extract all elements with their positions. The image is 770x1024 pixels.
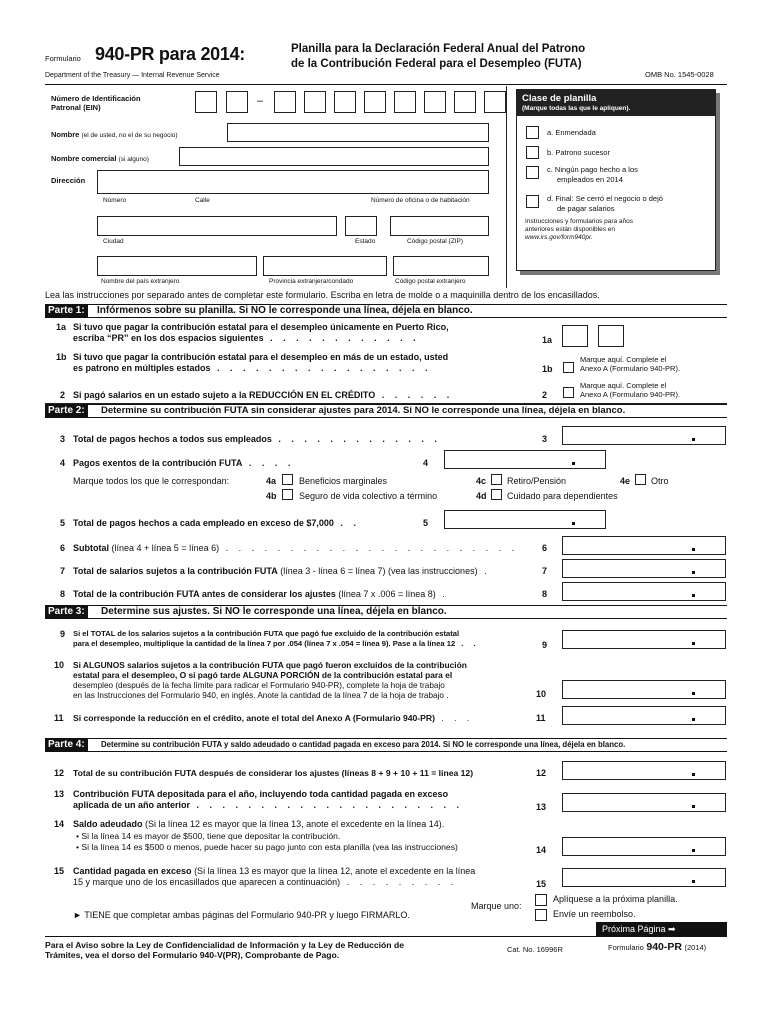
line-12-ref: 12 — [536, 768, 547, 778]
line-9-ref: 9 — [542, 640, 548, 650]
aviso-line-2: Trámites, vea el dorso del Formulario 940-V(PR), Comprobante de Pago. — [45, 950, 340, 960]
aviso-line-1: Para el Aviso sobre la Ley de Confidencialidad de Información y la Ley de Reducción de — [45, 940, 404, 950]
pais-caption: Nombre del país extranjero — [101, 278, 180, 285]
line-4d-text: Cuidado para dependientes — [507, 491, 618, 501]
line-12-text: Total de su contribución FUTA después de considerar los ajustes (líneas 8 + 9 + 10 + 11 = línea 12) — [73, 768, 474, 778]
line-10-number: 10 — [54, 660, 65, 670]
line-14-ref: 14 — [536, 845, 547, 855]
line-1a-text-2: escriba “PR” en los dos espacios siguientes . . . . . . . . . . . . — [73, 333, 420, 343]
form-header — [45, 40, 727, 84]
line-15-ref: 15 — [536, 879, 547, 889]
line-4-amount[interactable] — [444, 450, 606, 469]
line-2-ref: 2 — [542, 390, 548, 400]
line-12-amount[interactable] — [562, 761, 726, 780]
patrono-sucesor-label: b. Patrono sucesor — [547, 148, 610, 157]
line-4d-label: 4d — [476, 491, 487, 501]
instructions-text: Lea las instrucciones por separado antes de completar este formulario. Escriba en letra de molde o a maquinilla dentro de los encasillados. — [45, 290, 600, 300]
estado-caption: Estado — [355, 238, 376, 245]
part3-label: Parte 3: — [45, 606, 88, 618]
line-8-ref: 8 — [542, 589, 548, 599]
ningun-pago-label-1: c. Ningún pago hecho a los — [547, 165, 638, 174]
line-9-text-2: para el desempleo, multiplique la cantidad de la línea 7 por .054 (línea 7 x .054 = línea 9). Pase a la línea 12 . . — [73, 639, 480, 648]
clase-note-link[interactable]: www.irs.gov/form940pr. — [525, 234, 593, 241]
line-3-amount[interactable] — [562, 426, 726, 445]
line-14-number: 14 — [54, 819, 65, 829]
line-1b-checkbox[interactable] — [563, 362, 574, 373]
ein-dash: – — [257, 95, 264, 107]
line-4c-checkbox[interactable] — [491, 474, 502, 485]
line-1a-number: 1a — [56, 322, 67, 332]
ningun-pago-label-2: empleados en 2014 — [557, 175, 623, 184]
line-15-number: 15 — [54, 866, 65, 876]
line-7-amount[interactable] — [562, 559, 726, 578]
line-4d-checkbox[interactable] — [491, 489, 502, 500]
part2-title: Determine su contribución FUTA sin considerar ajustes para 2014. Si NO le corresponde una línea, déjela en blanco. — [101, 405, 626, 416]
line-9-text-1: Si el TOTAL de los salarios sujetos a la contribución FUTA que pagó fue excluido de la contribución estatal — [73, 629, 460, 638]
line-14-bullet-2: • Si la línea 14 es $500 o menos, puede hacer su pago junto con esta planilla (vea las instrucciones) — [76, 842, 458, 852]
line-4e-text: Otro — [651, 476, 669, 486]
clase-note-2: anteriores están disponibles en — [525, 226, 615, 233]
line-2-text: Si pagó salarios en un estado sujeto a la REDUCCIÓN EN EL CRÉDITO . . . . . . — [73, 390, 454, 400]
line-2-note-2: Anexo A (Formulario 940-PR). — [580, 390, 681, 399]
line-5-amount[interactable] — [444, 510, 606, 529]
line-5-text: Total de pagos hechos a cada empleado en exceso de $7,000 . . — [73, 518, 360, 528]
part1-label: Parte 1: — [45, 305, 88, 317]
nombre-label: Nombre (el de usted, no el de su negocio) — [51, 130, 178, 139]
part3-title: Determine sus ajustes. Si NO le corresponde una línea, déjela en blanco. — [101, 606, 447, 617]
line-4e-label: 4e — [620, 476, 631, 486]
part2-label: Parte 2: — [45, 405, 88, 417]
line-15-amount[interactable] — [562, 868, 726, 887]
postal-ext-caption: Código postal extranjero — [395, 278, 466, 285]
line-6-ref: 6 — [542, 543, 548, 553]
tiene-que-firmar: ► TIENE que completar ambas páginas del Formulario 940-PR y luego FIRMARLO. — [73, 910, 410, 920]
line-10-text-3: desempleo (después de la fecha límite para radicar el Formulario 940-PR), complete la hoja de trabajo — [73, 681, 445, 690]
line-10-text-4: en las Instrucciones del Formulario 940, en inglés. Anote la cantidad de la línea 7 de la hoja de trabajo . — [73, 691, 449, 700]
line-3-number: 3 — [60, 434, 66, 444]
proxima-pagina-badge[interactable] — [596, 922, 727, 936]
clase-de-planilla-panel — [516, 89, 716, 271]
line-13-text-2: aplicada de un año anterior . . . . . . . . . . . . . . . . . . . . . — [73, 800, 464, 810]
line-1a-state-box-1[interactable] — [562, 325, 588, 347]
part1-title: Infórmenos sobre su planilla. Si NO le corresponde una línea, déjela en blanco. — [97, 305, 473, 316]
line-10-text-1: Si ALGUNOS salarios sujetos a la contribución FUTA que pagó fueron excluidos de la contribución — [73, 660, 467, 670]
part4-header — [45, 738, 727, 752]
oficina-caption: Número de oficina o de habitación — [371, 197, 470, 204]
clase-title: Clase de planilla — [522, 93, 597, 104]
final-checkbox[interactable] — [526, 195, 539, 208]
line-4-mark-all: Marque todos los que le correspondan: — [73, 476, 230, 486]
line-1a-text-1: Si tuvo que pagar la contribución estatal para el desempleo únicamente en Puerto Rico, — [73, 322, 449, 332]
line-14-bullet-1: • Si la línea 14 es mayor de $500, tiene que depositar la contribución. — [76, 831, 341, 841]
line-1a-ref: 1a — [542, 335, 553, 345]
line-1a-state-box-2[interactable] — [598, 325, 624, 347]
line-4-number: 4 — [60, 458, 66, 468]
form-title-line2: de la Contribución Federal para el Desempleo (FUTA) — [291, 58, 582, 70]
enmendada-label: a. Enmendada — [547, 128, 596, 137]
line-10-text-2: estatal para el desempleo, O si pagó tarde ALGUNA PORCIÓN de la contribución estatal para el — [73, 670, 453, 680]
cat-number: Cat. No. 16996R — [507, 945, 563, 954]
part4-title: Determine su contribución FUTA y saldo adeudado o cantidad pagada en exceso para 2014. Si NO le corresponde una línea, déjela en blanco. — [101, 740, 626, 749]
enmendada-checkbox[interactable] — [526, 126, 539, 139]
ningun-pago-checkbox[interactable] — [526, 166, 539, 179]
line-14-amount[interactable] — [562, 837, 726, 856]
form-number: 940-PR para 2014: — [95, 44, 245, 64]
line-2-note-1: Marque aquí. Complete el — [580, 381, 667, 390]
final-label-1: d. Final: Se cerró el negocio o dejó — [547, 194, 663, 203]
line-4a-checkbox[interactable] — [282, 474, 293, 485]
line-6-number: 6 — [60, 543, 66, 553]
part4-label: Parte 4: — [45, 739, 88, 751]
patrono-sucesor-checkbox[interactable] — [526, 146, 539, 159]
line-15-text-1: Cantidad pagada en exceso (Si la línea 13 es mayor que la línea 12, anote el excedente en la línea — [73, 866, 476, 876]
numero-caption: Número — [103, 197, 127, 204]
line-4a-label: 4a — [266, 476, 277, 486]
clase-note-1: Instrucciones y formularios para años — [525, 218, 634, 225]
line-5-ref: 5 — [423, 518, 429, 528]
line-11-amount[interactable] — [562, 706, 726, 725]
line-2-checkbox[interactable] — [563, 387, 574, 398]
line-13-number: 13 — [54, 789, 65, 799]
aplicar-proxima-checkbox[interactable] — [535, 894, 547, 906]
line-11-number: 11 — [54, 713, 64, 723]
direccion-label: Dirección — [51, 176, 86, 185]
identity-border — [45, 86, 507, 288]
line-7-number: 7 — [60, 566, 66, 576]
line-3-ref: 3 — [542, 434, 548, 444]
line-10-amount[interactable] — [562, 680, 726, 699]
zip-caption: Código postal (ZIP) — [407, 238, 463, 245]
ein-label-1: Número de Identificación — [51, 94, 141, 103]
line-4a-text: Beneficios marginales — [299, 476, 388, 486]
line-4-text: Pagos exentos de la contribución FUTA . . . . — [73, 458, 295, 468]
line-11-text: Si corresponde la reducción en el crédito, anote el total del Anexo A (Formulario 940-PR) . . . — [73, 713, 474, 723]
omb-number: OMB No. 1545-0028 — [645, 70, 714, 79]
header-rule — [45, 84, 727, 85]
calle-caption: Calle — [195, 197, 210, 204]
department-label: Department of the Treasury — Internal Revenue Service — [45, 72, 220, 79]
line-14-text: Saldo adeudado (Si la línea 12 es mayor que la línea 13, anote el excedente en la línea 14). — [73, 819, 445, 829]
formulario-label: Formulario — [45, 54, 81, 63]
form-title-line1: Planilla para la Declaración Federal Anual del Patrono — [291, 43, 586, 55]
line-9-amount[interactable] — [562, 630, 726, 649]
line-4b-label: 4b — [266, 491, 277, 501]
line-13-text-1: Contribución FUTA depositada para el año, incluyendo toda cantidad pagada en exceso — [73, 789, 449, 799]
line-7-ref: 7 — [542, 566, 548, 576]
line-3-text: Total de pagos hechos a todos sus empleados . . . . . . . . . . . . . — [73, 434, 441, 444]
line-8-text: Total de la contribución FUTA antes de considerar los ajustes (línea 7 x .006 = línea 8) . — [73, 589, 449, 599]
line-4e-checkbox[interactable] — [635, 474, 646, 485]
line-15-text-2: 15 y marque uno de los encasillados que aparecen a continuación) . . . . . . . . . — [73, 877, 458, 887]
part1-header — [45, 304, 727, 318]
aplicar-proxima-label: Aplíquese a la próxima planilla. — [553, 894, 678, 904]
line-1b-text-2: es patrono en múltiples estados . . . . . . . . . . . . . . . . . — [73, 363, 432, 373]
provincia-caption: Provincia extranjera/condado — [269, 278, 354, 285]
footer-form-id: Formulario 940-PR (2014) — [608, 941, 707, 953]
final-label-2: de pagar salarios — [557, 204, 615, 213]
clase-subtitle: (Marque todas las que le apliquen). — [522, 105, 631, 112]
line-4c-text: Retiro/Pensión — [507, 476, 567, 486]
line-6-amount[interactable] — [562, 536, 726, 555]
line-8-amount[interactable] — [562, 582, 726, 601]
line-6-text: Subtotal (línea 4 + línea 5 = línea 6) . . . . . . . . . . . . . . . . . . . . . . . — [73, 543, 519, 553]
clase-header — [517, 90, 715, 116]
line-4-ref: 4 — [423, 458, 429, 468]
line-4b-text: Seguro de vida colectivo a término — [299, 491, 438, 501]
part3-header — [45, 605, 727, 619]
ciudad-caption: Ciudad — [103, 238, 124, 245]
line-13-amount[interactable] — [562, 793, 726, 812]
line-1b-ref: 1b — [542, 364, 553, 374]
line-2-number: 2 — [60, 390, 66, 400]
line-4c-label: 4c — [476, 476, 487, 486]
line-12-number: 12 — [54, 768, 65, 778]
line-13-ref: 13 — [536, 802, 547, 812]
line-1b-text-1: Si tuvo que pagar la contribución estatal para el desempleo en más de un estado, usted — [73, 352, 449, 362]
line-4b-checkbox[interactable] — [282, 489, 293, 500]
line-1b-note-2: Anexo A (Formulario 940-PR). — [580, 364, 681, 373]
line-8-number: 8 — [60, 589, 66, 599]
ein-label-2: Patronal (EIN) — [51, 103, 101, 112]
comercial-label: Nombre comercial (si alguno) — [51, 154, 149, 163]
line-7-text: Total de salarios sujetos a la contribución FUTA (línea 3 - línea 6 = línea 7) (vea las instrucciones) . — [73, 566, 491, 576]
reembolso-label: Envíe un reembolso. — [553, 909, 636, 919]
line-11-ref: 11 — [536, 713, 546, 723]
line-1b-number: 1b — [56, 352, 67, 362]
line-1b-note-1: Marque aquí. Complete el — [580, 355, 667, 364]
line-5-number: 5 — [60, 518, 66, 528]
separator-part1-bottom — [45, 403, 727, 404]
line-10-ref: 10 — [536, 689, 547, 699]
part2-header — [45, 404, 727, 418]
reembolso-checkbox[interactable] — [535, 909, 547, 921]
footer-rule — [45, 936, 727, 937]
proxima-pagina-label: Próxima Página ➡ — [602, 924, 676, 934]
line-9-number: 9 — [60, 629, 66, 639]
marque-uno-label: Marque uno: — [471, 901, 522, 911]
